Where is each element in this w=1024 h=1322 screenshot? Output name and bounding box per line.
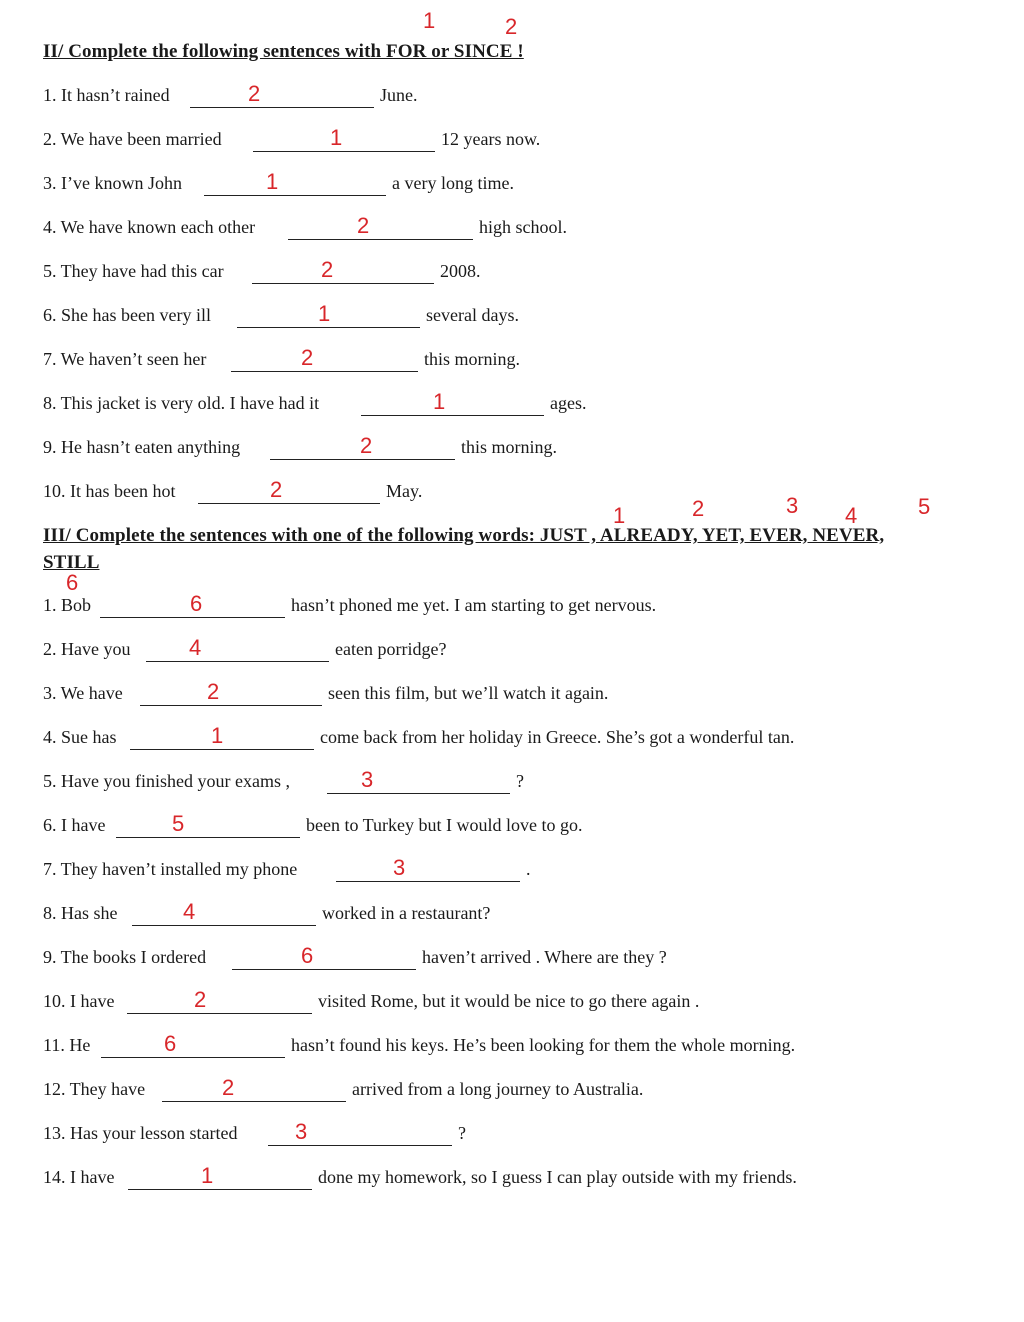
sentence-start: 5. They have had this car [43,261,224,281]
handwritten-answer: 2 [357,213,370,238]
answer-blank[interactable] [232,943,416,970]
handwritten-answer: 6 [190,591,203,616]
handwritten-answer: 2 [222,1075,235,1100]
sentence-end: this morning. [461,437,558,457]
handwritten-answer: 1 [318,301,331,326]
answer-blank[interactable] [361,389,544,416]
sentence-start: 10. It has been hot [43,481,176,501]
answer-blank[interactable] [288,213,473,240]
answer-blank[interactable] [327,767,510,794]
sentence-start: 3. I’ve known John [43,173,182,193]
sentence-start: 5. Have you finished your exams , [43,771,290,791]
section-3-title-line2: STILL [43,552,100,573]
handwritten-answer: 2 [321,257,334,282]
sentence-end: ? [516,771,524,791]
sentence-start: 1. Bob [43,595,92,615]
sentence-end: been to Turkey but I would love to go. [306,815,583,835]
sentence-end: visited Rome, but it would be nice to go there again . [318,991,700,1011]
handwritten-answer: 3 [393,855,406,880]
sentence-end: this morning. [424,349,521,369]
sentence-end: haven’t arrived . Where are they ? [422,947,667,967]
sentence-start: 8. This jacket is very old. I have had it [43,393,320,413]
answer-blank[interactable] [268,1119,452,1146]
sentence-start: 10. I have [43,991,115,1011]
sentence-end: ? [458,1123,466,1143]
sentence-end: come back from her holiday in Greece. She’s got a wonderful tan. [320,727,795,747]
sentence-start: 12. They have [43,1079,146,1099]
handwritten-answer: 2 [270,477,283,502]
answer-blank[interactable] [128,1163,312,1190]
sentence-start: 13. Has your lesson started [43,1123,238,1143]
sentence-end: May. [386,481,423,501]
sentence-end: eaten porridge? [335,639,447,659]
handwritten-answer: 1 [433,389,446,414]
answer-blank[interactable] [237,301,420,328]
answer-blank[interactable] [127,987,312,1014]
sentence-start: 9. He hasn’t eaten anything [43,437,241,457]
sentence-start: 6. She has been very ill [43,305,211,325]
sentence-start: 2. Have you [43,639,131,659]
sentence-end: arrived from a long journey to Australia. [352,1079,644,1099]
word-mark-5: 5 [918,494,931,519]
word-mark-6: 6 [66,570,79,595]
handwritten-answer: 2 [360,433,373,458]
word-mark-1: 1 [613,503,626,528]
sentence-end: hasn’t found his keys. He’s been looking for them the whole morning. [291,1035,796,1055]
word-mark-3: 3 [786,493,799,518]
sentence-start: 4. Sue has [43,727,117,747]
section-2-title: II/ Complete the following sentences with FOR or SINCE ! [43,41,524,62]
word-mark-2: 2 [692,496,705,521]
since-for-mark-1: 1 [423,8,436,33]
answer-blank[interactable] [162,1075,346,1102]
sentence-end: a very long time. [392,173,514,193]
answer-blank[interactable] [190,81,374,108]
handwritten-answer: 4 [183,899,196,924]
sentence-start: 2. We have been married [43,129,222,149]
since-for-mark-2: 2 [505,14,518,39]
sentence-end: . [526,859,531,879]
handwritten-answer: 5 [172,811,185,836]
sentence-start: 7. We haven’t seen her [43,349,207,369]
sentence-start: 6. I have [43,815,106,835]
answer-blank[interactable] [231,345,418,372]
sentence-end: worked in a restaurant? [322,903,491,923]
sentence-start: 3. We have [43,683,123,703]
answer-blank[interactable] [253,125,435,152]
sentence-start: 11. He [43,1035,91,1055]
sentence-end: high school. [479,217,567,237]
answer-blank[interactable] [101,1031,285,1058]
handwritten-answer: 3 [361,767,374,792]
handwritten-answer: 1 [211,723,224,748]
handwritten-answer: 2 [248,81,261,106]
handwritten-answer: 2 [207,679,220,704]
answer-blank[interactable] [146,635,329,662]
handwritten-answer: 6 [301,943,314,968]
sentence-start: 9. The books I ordered [43,947,207,967]
sentence-start: 7. They haven’t installed my phone [43,859,298,879]
handwritten-answer: 1 [330,125,343,150]
answer-blank[interactable] [130,723,314,750]
handwritten-answer: 1 [266,169,279,194]
sentence-end: done my homework, so I guess I can play outside with my friends. [318,1167,797,1187]
sentence-start: 1. It hasn’t rained [43,85,170,105]
sentence-start: 4. We have known each other [43,217,256,237]
answer-blank[interactable] [252,257,434,284]
sentence-start: 8. Has she [43,903,118,923]
handwritten-answer: 6 [164,1031,177,1056]
handwritten-answer: 3 [295,1119,308,1144]
answer-blank[interactable] [100,591,285,618]
answer-blank[interactable] [132,899,316,926]
answer-blank[interactable] [198,477,380,504]
section-3-title-line1: III/ Complete the sentences with one of the following words: JUST , ALREADY, YET, EVER, NEVER, [43,525,885,546]
sentence-end: hasn’t phoned me yet. I am starting to get nervous. [291,595,657,615]
handwritten-answer: 1 [201,1163,214,1188]
answer-blank[interactable] [204,169,386,196]
sentence-end: 12 years now. [441,129,541,149]
word-mark-4: 4 [845,503,858,528]
answer-blank[interactable] [270,433,455,460]
sentence-end: June. [380,85,418,105]
handwritten-answer: 2 [194,987,207,1012]
sentence-end: ages. [550,393,587,413]
sentence-end: seen this film, but we’ll watch it again. [328,683,609,703]
handwritten-answer: 2 [301,345,314,370]
handwritten-answer: 4 [189,635,202,660]
answer-blank[interactable] [116,811,300,838]
sentence-end: several days. [426,305,519,325]
sentence-start: 14. I have [43,1167,115,1187]
answer-blank[interactable] [336,855,520,882]
answer-blank[interactable] [140,679,322,706]
sentence-end: 2008. [440,261,481,281]
